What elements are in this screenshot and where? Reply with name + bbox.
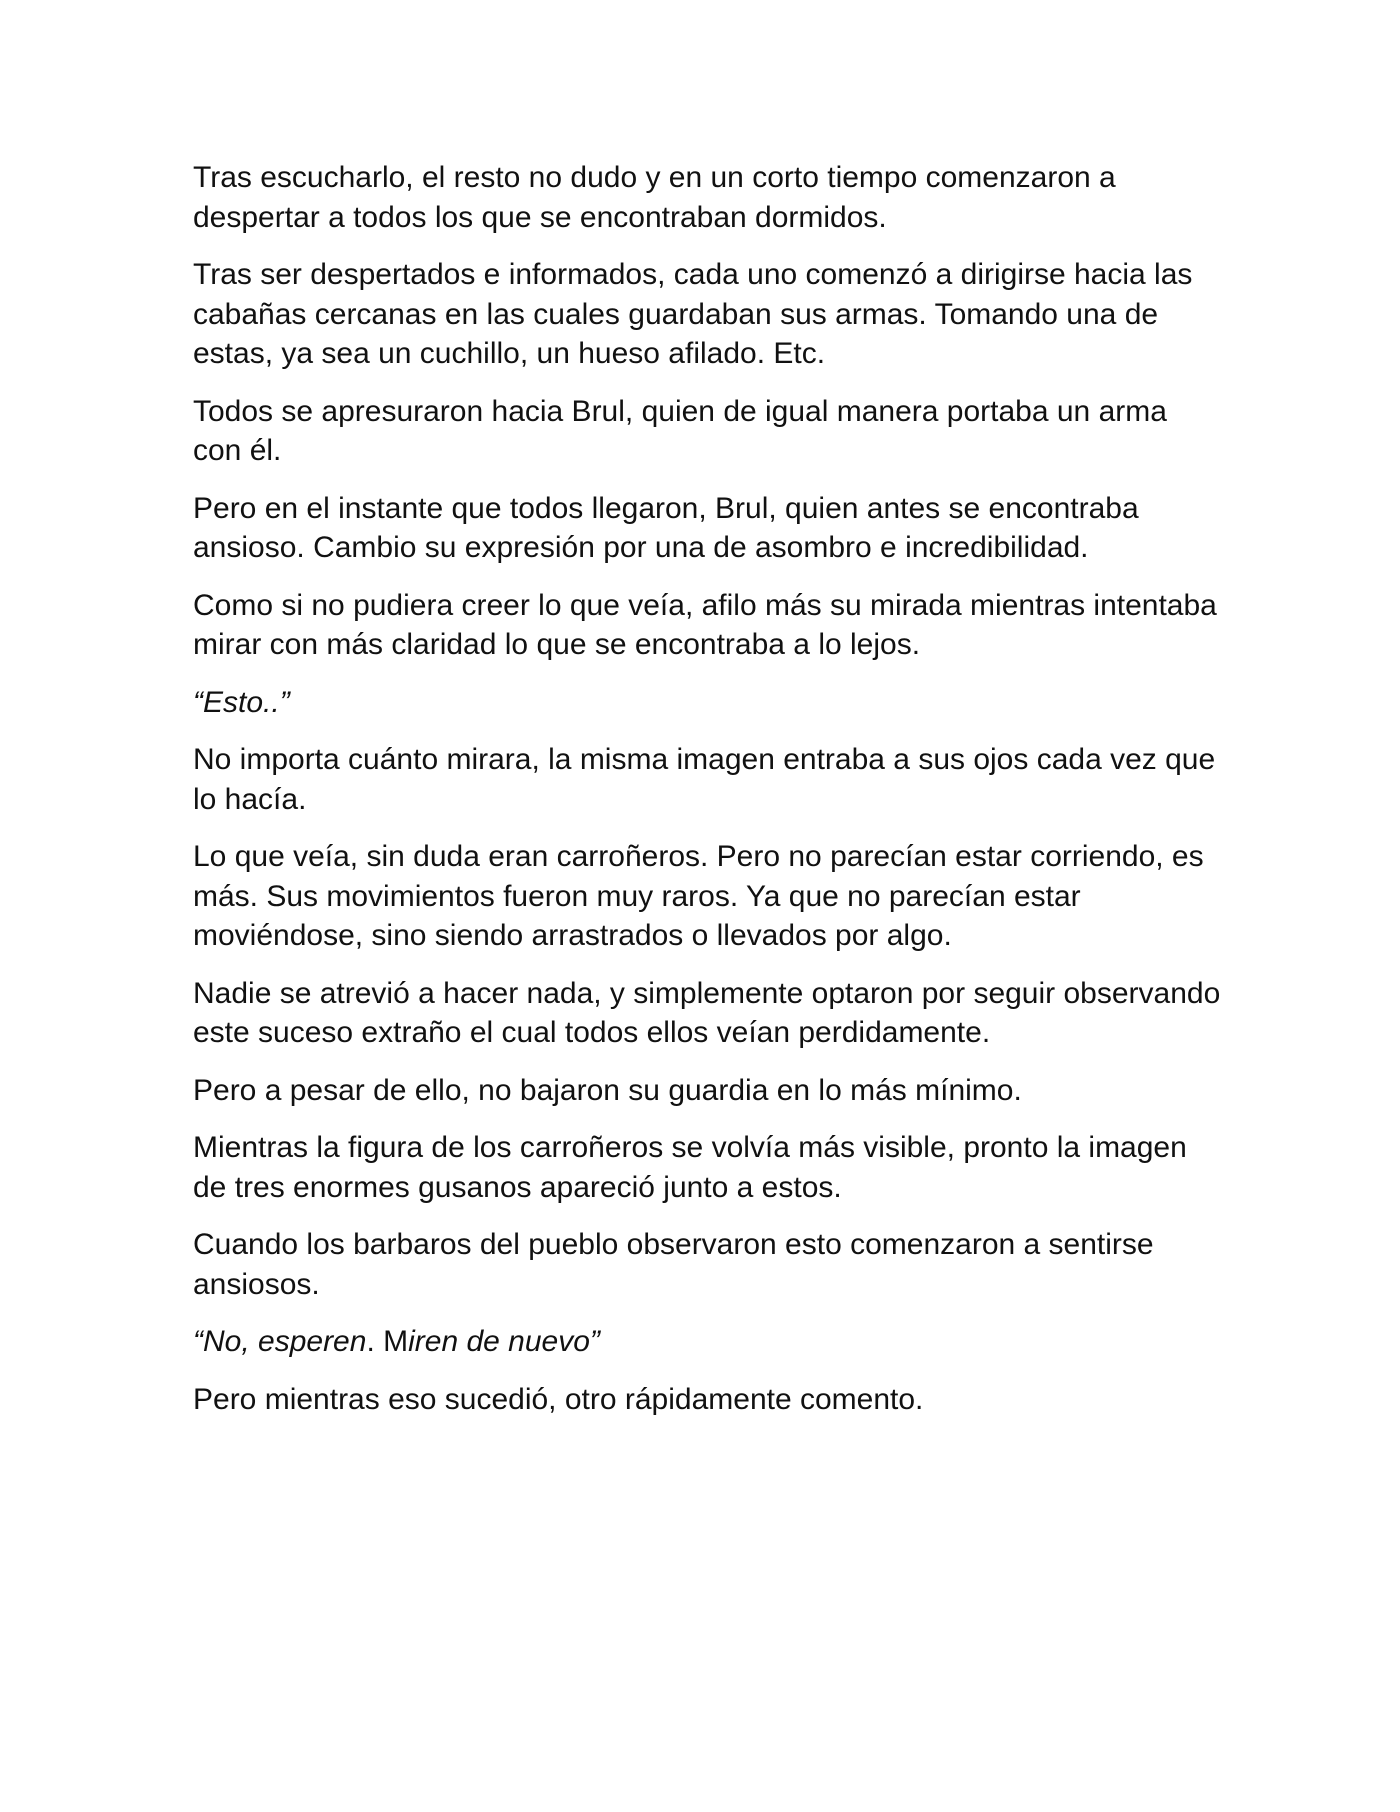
dialogue-line-2 bbox=[193, 1322, 1223, 1362]
paragraph-7: Lo que veía, sin duda eran carroñeros. Pero no parecían estar corriendo, es más. Sus movimientos fueron muy raros. Ya que no parecían estar moviéndose, sino siendo arrastrados o llevados por algo. bbox=[193, 840, 1204, 952]
paragraph-6: No importa cuánto mirara, la misma imagen entraba a sus ojos cada vez que lo hacía. bbox=[193, 743, 1216, 816]
paragraph-11: Cuando los barbaros del pueblo observaron esto comenzaron a sentirse ansiosos. bbox=[193, 1228, 1154, 1301]
paragraph-3: Todos se apresuraron hacia Brul, quien de igual manera portaba un arma con él. bbox=[193, 394, 1167, 467]
document-body bbox=[193, 158, 1223, 1437]
dialogue-line-2-part-2: . M bbox=[366, 1325, 409, 1358]
paragraph-4: Pero en el instante que todos llegaron, Brul, quien antes se encontraba ansioso. Cambio su expresión por una de asombro e incredibilidad. bbox=[193, 491, 1139, 564]
paragraph-8: Nadie se atrevió a hacer nada, y simplemente optaron por seguir observando este suceso extraño el cual todos ellos veían perdidamente. bbox=[193, 976, 1221, 1049]
dialogue-line-1: “Esto..” bbox=[193, 685, 290, 719]
paragraph-5: Como si no pudiera creer lo que veía, afilo más su mirada mientras intentaba mirar con más claridad lo que se encontraba a lo lejos. bbox=[193, 588, 1217, 661]
paragraph-1: Tras escucharlo, el resto no dudo y en un corto tiempo comenzaron a despertar a todos los que se encontraban dormidos. bbox=[193, 161, 1116, 234]
paragraph-10: Mientras la figura de los carroñeros se volvía más visible, pronto la imagen de tres enormes gusanos apareció junto a estos. bbox=[193, 1131, 1187, 1204]
paragraph-2: Tras ser despertados e informados, cada uno comenzó a dirigirse hacia las cabañas cercanas en las cuales guardaban sus armas. Tomando una de estas, ya sea un cuchillo, un hueso afilado. Etc. bbox=[193, 258, 1193, 370]
dialogue-line-2-part-3: iren de nuevo” bbox=[408, 1325, 600, 1358]
dialogue-line-2-part-1: “No, esperen bbox=[193, 1325, 367, 1358]
paragraph-9: Pero a pesar de ello, no bajaron su guardia en lo más mínimo. bbox=[193, 1073, 1022, 1107]
paragraph-12: Pero mientras eso sucedió, otro rápidamente comento. bbox=[193, 1382, 924, 1416]
